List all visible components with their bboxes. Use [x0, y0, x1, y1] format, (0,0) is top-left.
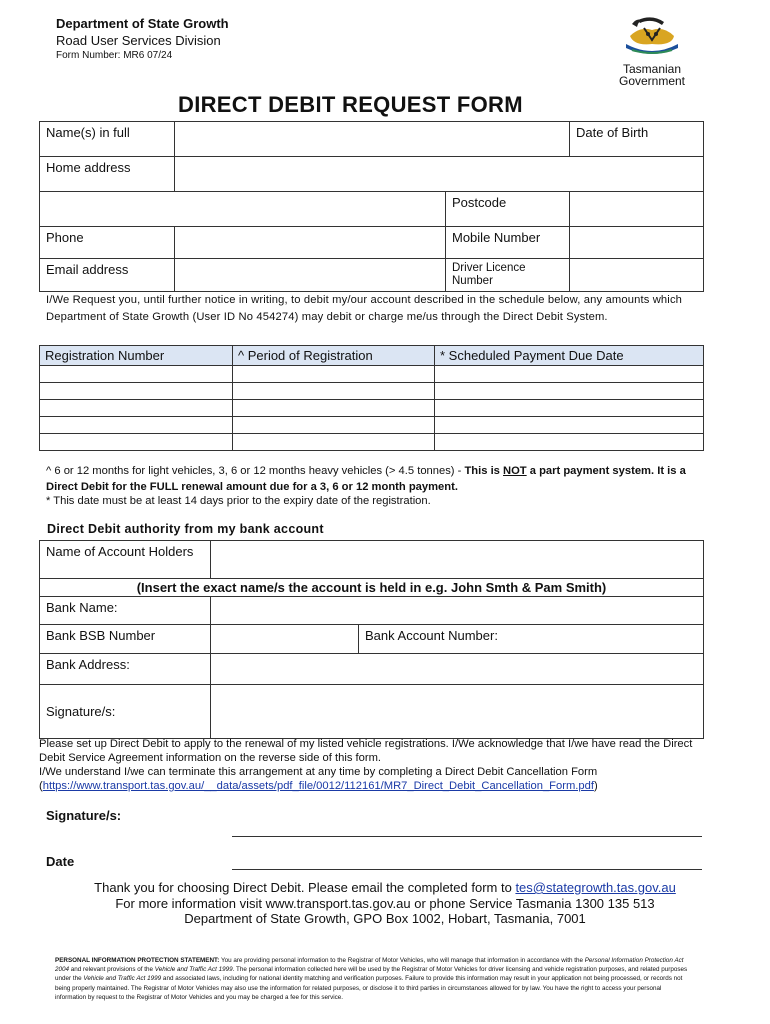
personal-details-table — [39, 121, 704, 292]
account-holders-field[interactable] — [211, 541, 704, 579]
account-number-field[interactable] — [359, 625, 704, 654]
table-row — [40, 400, 704, 417]
due-date-cell[interactable] — [435, 417, 704, 434]
due-date-cell[interactable] — [435, 383, 704, 400]
table-row — [40, 366, 704, 383]
privacy-act3: Vehicle and Traffic Act 1999 — [83, 975, 162, 983]
period-cell[interactable] — [233, 417, 435, 434]
period-note — [46, 463, 706, 495]
period-cell[interactable] — [233, 383, 435, 400]
home-address-field[interactable] — [175, 157, 704, 192]
privacy-text-c: . The personal information collected here will be used by the Registrar of Motor Vehicles for driver licensing and vehicle registration purposes, and related purposes under the — [55, 966, 688, 983]
bsb-label: Bank BSB Number — [40, 625, 211, 654]
privacy-text-d: and associated laws, including for national identity matching and verification purposes. Failure to provide this information may result in your application not being processed, or records not being properly maintained. The Registrar of Motor Vehicles may also use the information for related purposes, or disclose it to third parties in circumstances allowed for by law. You have the right to access your personal information by request to the Registrar of Motor Vehicles and you may be charged a fee for this service. — [55, 975, 683, 1001]
home-address-field-line2[interactable] — [40, 192, 446, 227]
agreement-text: Please set up Direct Debit to apply to the renewal of my listed vehicle registrations. I/We acknowledge that I/we have read the Direct Debit Service Agreement information on the reverse side of this form. — [39, 738, 693, 764]
phone-label: Phone — [40, 227, 175, 259]
period-cell[interactable] — [233, 366, 435, 383]
bsb-field[interactable] — [211, 625, 359, 654]
table-row — [40, 417, 704, 434]
insert-name-note: (Insert the exact name/s the account is held in e.g. John Smth & Pam Smith) — [40, 579, 704, 597]
bank-signature-label: Signature/s: — [40, 685, 211, 739]
cancellation-link-line — [39, 779, 739, 793]
licence-label: Driver Licence Number — [446, 259, 570, 292]
due-date-note: * This date must be at least 14 days prior to the expiry date of the registration. — [46, 495, 431, 507]
mobile-label: Mobile Number — [446, 227, 570, 259]
signature-label: Signature/s: — [46, 808, 122, 823]
termination-text: I/We understand I/we can terminate this arrangement at any time by completing a Direct Debit Cancellation Form — [39, 766, 598, 778]
registration-number-header: Registration Number — [40, 346, 233, 366]
division-name: Road User Services Division — [56, 33, 221, 48]
payment-due-header: * Scheduled Payment Due Date — [435, 346, 704, 366]
due-date-cell[interactable] — [435, 366, 704, 383]
registration-cell[interactable] — [40, 434, 233, 451]
email-field[interactable] — [175, 259, 446, 292]
home-address-label: Home address — [40, 157, 175, 192]
registration-cell[interactable] — [40, 400, 233, 417]
period-note-text: ^ 6 or 12 months for light vehicles, 3, 6 or 12 months heavy vehicles (> 4.5 tonnes) - — [46, 465, 465, 477]
due-date-cell[interactable] — [435, 400, 704, 417]
logo-text-tasmanian: Tasmanian — [622, 62, 682, 76]
page-title: DIRECT DEBIT REQUEST FORM — [178, 92, 523, 117]
cancellation-form-link[interactable]: https://www.transport.tas.gov.au/__data/assets/pdf_file/0012/112161/MR7_Direct_Debit_Cancellation_Form.pdf — [42, 780, 594, 792]
email-label: Email address — [40, 259, 175, 292]
bank-details-table — [39, 540, 704, 739]
request-statement: I/We Request you, until further notice in writing, to debit my/our account described in the schedule below, any amounts which Department of State Growth (User ID No 454274) may debit or charge me/us through the Direct Debit System. — [46, 294, 683, 323]
dob-label: Date of Birth — [576, 125, 649, 140]
period-header: ^ Period of Registration — [233, 346, 435, 366]
form-number: Form Number: MR6 07/24 — [56, 50, 173, 61]
names-label: Name(s) in full — [40, 122, 175, 157]
registration-cell[interactable] — [40, 383, 233, 400]
email-link[interactable]: tes@stategrowth.tas.gov.au — [515, 880, 676, 895]
registration-cell[interactable] — [40, 417, 233, 434]
bank-name-field[interactable] — [211, 597, 704, 625]
coat-of-arms-icon — [622, 14, 682, 58]
thanks-line2: For more information visit www.transport.tas.gov.au or phone Service Tasmania 1300 135 513 — [115, 896, 655, 911]
bank-address-label: Bank Address: — [40, 654, 211, 685]
privacy-statement — [55, 956, 691, 1002]
bank-name-label: Bank Name: — [40, 597, 211, 625]
mobile-field[interactable] — [570, 227, 704, 259]
privacy-act1: Personal Information Protection Act 2004 — [55, 957, 684, 974]
thanks-text: Thank you for choosing Direct Debit. Please email the completed form to — [94, 880, 516, 895]
table-row — [40, 434, 704, 451]
date-label: Date — [46, 854, 75, 869]
link-close-paren: ) — [593, 780, 598, 792]
period-note-bold2: a part payment system. It is a Direct Debit for the FULL renewal amount due for a 3, 6 or 12 month payment. — [46, 465, 686, 493]
registration-table — [39, 345, 704, 451]
privacy-heading: PERSONAL INFORMATION PROTECTION STATEMENT: — [55, 957, 220, 964]
date-line[interactable] — [232, 868, 702, 870]
bank-signature-field[interactable] — [211, 685, 704, 739]
names-field[interactable] — [175, 122, 570, 157]
period-note-not: NOT — [503, 465, 527, 477]
bank-address-field[interactable] — [211, 654, 704, 685]
privacy-text-a: You are providing personal information to the Registrar of Motor Vehicles, who will manage that information in accordance with the — [219, 957, 585, 964]
department-name: Department of State Growth — [56, 16, 229, 31]
signature-line[interactable] — [232, 835, 702, 837]
thanks-line3: Department of State Growth, GPO Box 1002, Hobart, Tasmania, 7001 — [184, 911, 586, 926]
logo-text-government: Government — [618, 74, 686, 88]
table-row — [40, 383, 704, 400]
account-holders-label: Name of Account Holders — [40, 541, 211, 579]
phone-field[interactable] — [175, 227, 446, 259]
postcode-label: Postcode — [446, 192, 570, 227]
account-number-label: Bank Account Number: — [365, 628, 498, 643]
tasmanian-government-logo — [612, 14, 692, 86]
privacy-text-b: and relevant provisions of the — [69, 966, 155, 974]
period-cell[interactable] — [233, 434, 435, 451]
privacy-act2: Vehicle and Traffic Act 1999 — [154, 966, 233, 974]
link-open-paren: ( — [39, 780, 43, 792]
postcode-field[interactable] — [570, 192, 704, 227]
due-date-cell[interactable] — [435, 434, 704, 451]
bank-section-title: Direct Debit authority from my bank account — [47, 522, 324, 536]
thanks-line1 — [20, 880, 750, 895]
dob-field[interactable] — [570, 122, 704, 157]
registration-cell[interactable] — [40, 366, 233, 383]
period-cell[interactable] — [233, 400, 435, 417]
licence-field[interactable] — [570, 259, 704, 292]
period-note-bold1: This is — [464, 465, 504, 477]
